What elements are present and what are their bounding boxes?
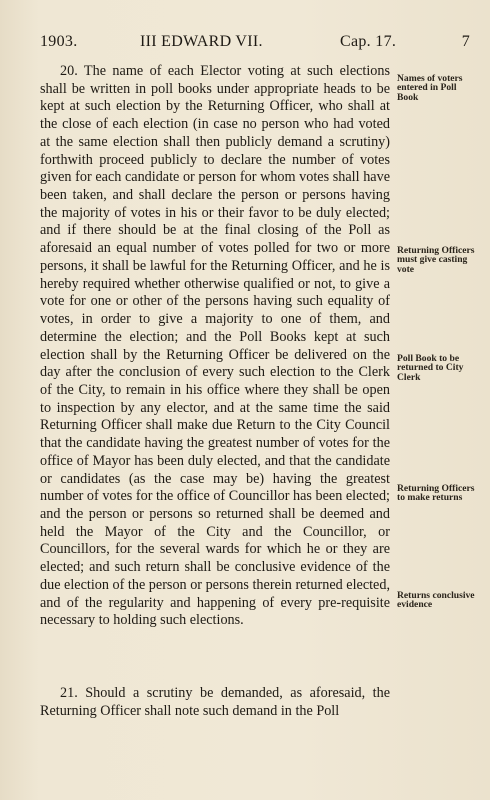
margin-note-casting-vote: Returning Officers must give casting vote [397, 245, 475, 275]
running-header [40, 33, 470, 53]
section-20-paragraph: 20. The name of each Elector voting at such elections shall be written in poll books under appropriate heads to be kept at such election by the Returning Officer, who shall at the close of each election (in case no person who had voted at the same election shall then publicly demand a scrutiny) forthwith proceed publicly to declare the number of votes given for each candidate or person for whom votes shall have been taken, and shall declare the person or persons having the majority of votes in his or their favor to be duly elected; and if there should be at the final closing of the Poll as aforesaid an equal number of votes polled for two or more persons, it shall be lawful for the Returning Officer, and he is hereby required whether otherwise qualified or not, to give a vote for one or other of the persons having such equality of votes, in order to give a majority to one of them, and determine the election; and the Poll Books kept at such election shall by the Returning Officer be delivered on the day after the conclusion of every such election to the Clerk of the City, to remain in his office where they shall be open to inspection by any elector, and at the same time the said Returning Officer shall make due Return to the City Council that the candidate having the greatest number of votes for the office of Mayor has been duly elected, and that the candidate or candidates (as the case may be) having the greatest number of votes for the office of Councillor has been elected; and the person or persons so returned shall be deemed and held the Mayor of the City and the Councillor, or Councillors, for the several wards for which he or they are elected; and such return shall be conclusive evidence of the due election of the person or persons therein returned elected, and of the regularity and happening of every pre-requisite necessary to holding such elections. [40, 63, 390, 629]
margin-note-conclusive-evidence: Returns conclusive evidence [397, 590, 475, 611]
margin-note-return-to-clerk: Poll Book to be returned to City Clerk [397, 353, 464, 383]
margin-note-poll-book: Names of voters entered in Poll Book [397, 73, 463, 103]
header-chapter: Cap. 17. [340, 33, 397, 50]
section-21-paragraph: 21. Should a scrutiny be demanded, as aforesaid, the Returning Officer shall note such demand in the Poll [40, 685, 390, 719]
margin-note-make-returns: Returning Officers to make returns [397, 483, 475, 504]
header-year: 1903. [40, 33, 78, 50]
header-title: III EDWARD VII. [140, 33, 263, 50]
page-number: 7 [461, 33, 470, 50]
